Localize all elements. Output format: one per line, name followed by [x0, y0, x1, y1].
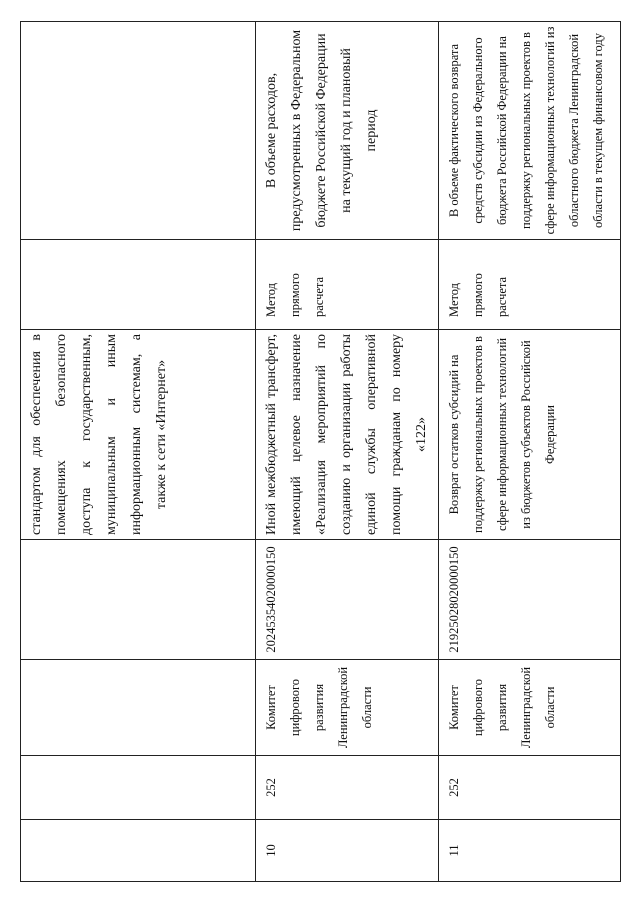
rotated-page: [20, 22, 620, 882]
row-number-cell: 11: [439, 820, 621, 882]
calculation-cell: В объеме фактического возврата средств субсидии из Федерального бюджета Российской Федерации на поддержку региональных проектов в сфере информационных технологий из областного бюджета Ленинградской области в текущем финансовом году: [439, 22, 621, 240]
administrator-cell: Комитет цифрового развития Ленинградской области: [439, 660, 621, 756]
administrator-cell: [21, 660, 256, 756]
calculation-cell: [21, 22, 256, 240]
revenue-table: [20, 21, 621, 882]
admin-code-cell: [21, 756, 256, 820]
calculation-cell: В объеме расходов, предусмотренных в Федеральном бюджете Российской Федерации на текущий год и плановый период: [256, 22, 439, 240]
method-cell: [21, 240, 256, 330]
table-row: [439, 22, 621, 882]
kbk-code-cell: 20245354020000150: [256, 540, 439, 660]
method-cell: Метод прямого расчета: [256, 240, 439, 330]
admin-code-cell: 252: [439, 756, 621, 820]
administrator-cell: Комитет цифрового развития Ленинградской области: [256, 660, 439, 756]
revenue-name-cell: стандартом для обеспечения в помещениях безопасного доступа к государственным, муниципальным и иным информационным системам, а также к сети «Интернет»: [21, 330, 256, 540]
kbk-code-cell: 21925028020000150: [439, 540, 621, 660]
table-row: [256, 22, 439, 882]
method-cell: Метод прямого расчета: [439, 240, 621, 330]
revenue-name-cell: Иной межбюджетный трансферт, имеющий целевое назначение «Реализация мероприятий по созданию и организации работы единой службы оперативной помощи гражданам по номеру «122»: [256, 330, 439, 540]
admin-code-cell: 252: [256, 756, 439, 820]
row-number-cell: [21, 820, 256, 882]
kbk-code-cell: [21, 540, 256, 660]
revenue-name-cell: Возврат остатков субсидий на поддержку региональных проектов в сфере информационных технологий из бюджетов субъектов Российской Федерации: [439, 330, 621, 540]
row-number-cell: 10: [256, 820, 439, 882]
table-row: [21, 22, 256, 882]
